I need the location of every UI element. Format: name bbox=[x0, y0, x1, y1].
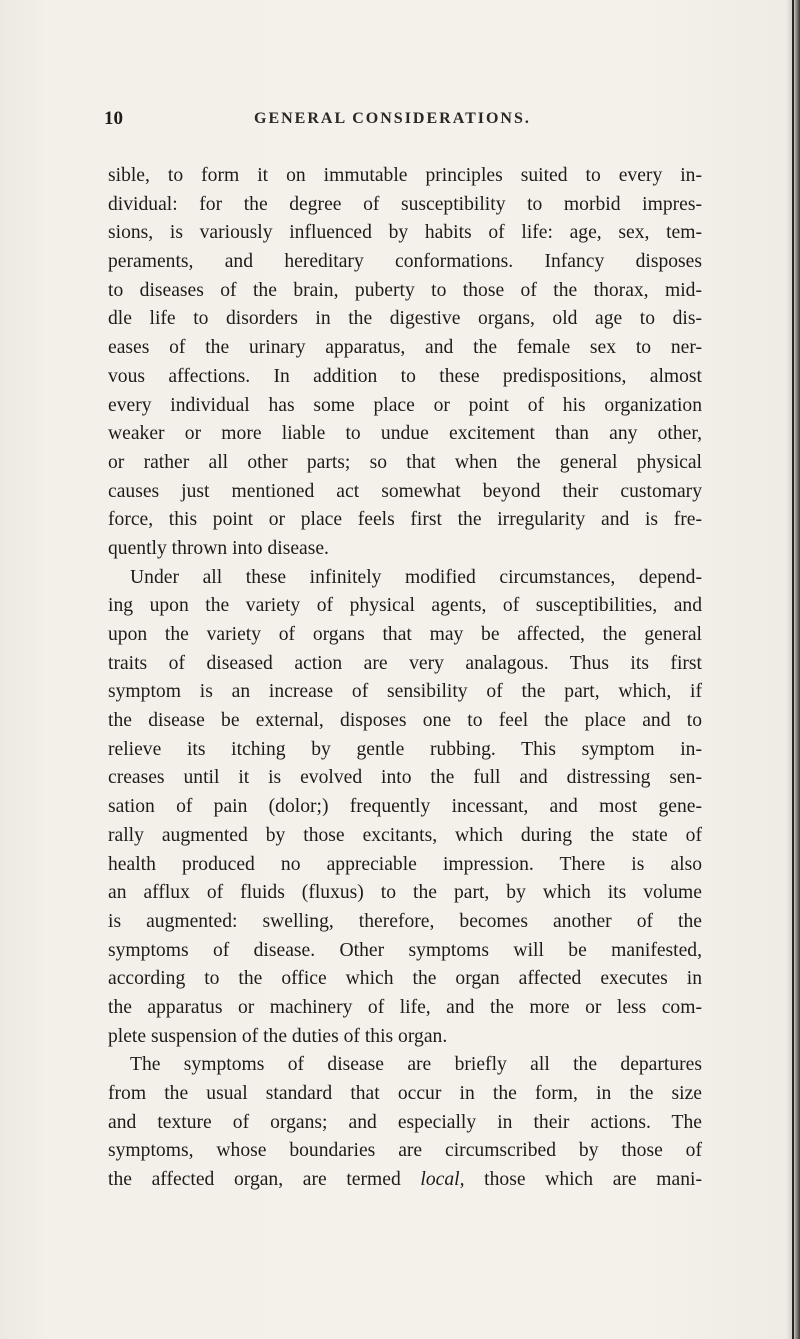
text-line: or rather all other parts; so that when the general physical bbox=[108, 451, 702, 473]
running-head: GENERAL CONSIDERATIONS. bbox=[254, 110, 531, 127]
text-line: health produced no appreciable impression. There is also bbox=[108, 853, 702, 875]
page-edge-line bbox=[792, 0, 794, 1339]
text-line: traits of diseased action are very analagous. Thus its first bbox=[108, 652, 702, 674]
text-line: is augmented: swelling, therefore, becomes another of the bbox=[108, 910, 702, 932]
text-line: Under all these infinitely modified circumstances, depend- bbox=[130, 566, 702, 588]
text-line: every individual has some place or point of his organization bbox=[108, 394, 702, 416]
text-line: symptoms, whose boundaries are circumscribed by those of bbox=[108, 1140, 702, 1162]
text-line: weaker or more liable to undue excitement than any other, bbox=[108, 423, 702, 445]
italic-term: local, bbox=[420, 1169, 465, 1191]
page-header bbox=[104, 108, 700, 138]
text-line: and texture of organs; and especially in their actions. The bbox=[108, 1111, 702, 1133]
text-line: upon the variety of organs that may be affected, the general bbox=[108, 624, 702, 645]
text-line: quently thrown into disease. bbox=[108, 537, 329, 559]
text-line: creases until it is evolved into the full and distressing sen- bbox=[108, 767, 702, 789]
text-line: to diseases of the brain, puberty to those of the thorax, mid- bbox=[108, 279, 702, 301]
page-number: 10 bbox=[104, 108, 123, 129]
text-line: sions, is variously influenced by habits of life: age, sex, tem- bbox=[108, 222, 702, 244]
text-line: symptoms of disease. Other symptoms will be manifested, bbox=[108, 939, 702, 961]
text-line: rally augmented by those excitants, which during the state of bbox=[108, 824, 702, 846]
text-segment: the affected organ, are termed bbox=[108, 1169, 421, 1191]
text-line: the apparatus or machinery of life, and the more or less com- bbox=[108, 996, 702, 1018]
text-line: causes just mentioned act somewhat beyond their customary bbox=[108, 480, 702, 502]
text-line: sible, to form it on immutable principles suited to every in- bbox=[108, 165, 702, 186]
text-line: sation of pain (dolor;) frequently incessant, and most gene- bbox=[108, 796, 702, 818]
text-line: dividual: for the degree of susceptibility to morbid impres- bbox=[108, 193, 702, 215]
text-line: from the usual standard that occur in the form, in the size bbox=[108, 1083, 702, 1104]
text-line: The symptoms of disease are briefly all the departures bbox=[130, 1054, 702, 1076]
text-line: according to the office which the organ affected executes in bbox=[108, 968, 702, 990]
text-line: relieve its itching by gentle rubbing. This symptom in- bbox=[108, 738, 702, 760]
text-line: an afflux of fluids (fluxus) to the part, by which its volume bbox=[108, 882, 702, 904]
text-line: dle life to disorders in the digestive organs, old age to dis- bbox=[108, 308, 702, 330]
text-line: ing upon the variety of physical agents, of susceptibilities, and bbox=[108, 595, 702, 617]
text-line: peraments, and hereditary conformations. Infancy disposes bbox=[108, 251, 702, 273]
body-text bbox=[108, 162, 702, 1195]
text-line: vous affections. In addition to these predispositions, almost bbox=[108, 365, 702, 387]
text-segment: those which are mani- bbox=[464, 1169, 702, 1191]
text-line-last bbox=[108, 1166, 702, 1195]
text-line: force, this point or place feels first the irregularity and is fre- bbox=[108, 509, 702, 531]
text-line: eases of the urinary apparatus, and the female sex to ner- bbox=[108, 337, 702, 359]
text-line: the disease be external, disposes one to feel the place and to bbox=[108, 710, 702, 732]
text-line: plete suspension of the duties of this organ. bbox=[108, 1025, 448, 1047]
text-line: symptom is an increase of sensibility of the part, which, if bbox=[108, 681, 702, 703]
